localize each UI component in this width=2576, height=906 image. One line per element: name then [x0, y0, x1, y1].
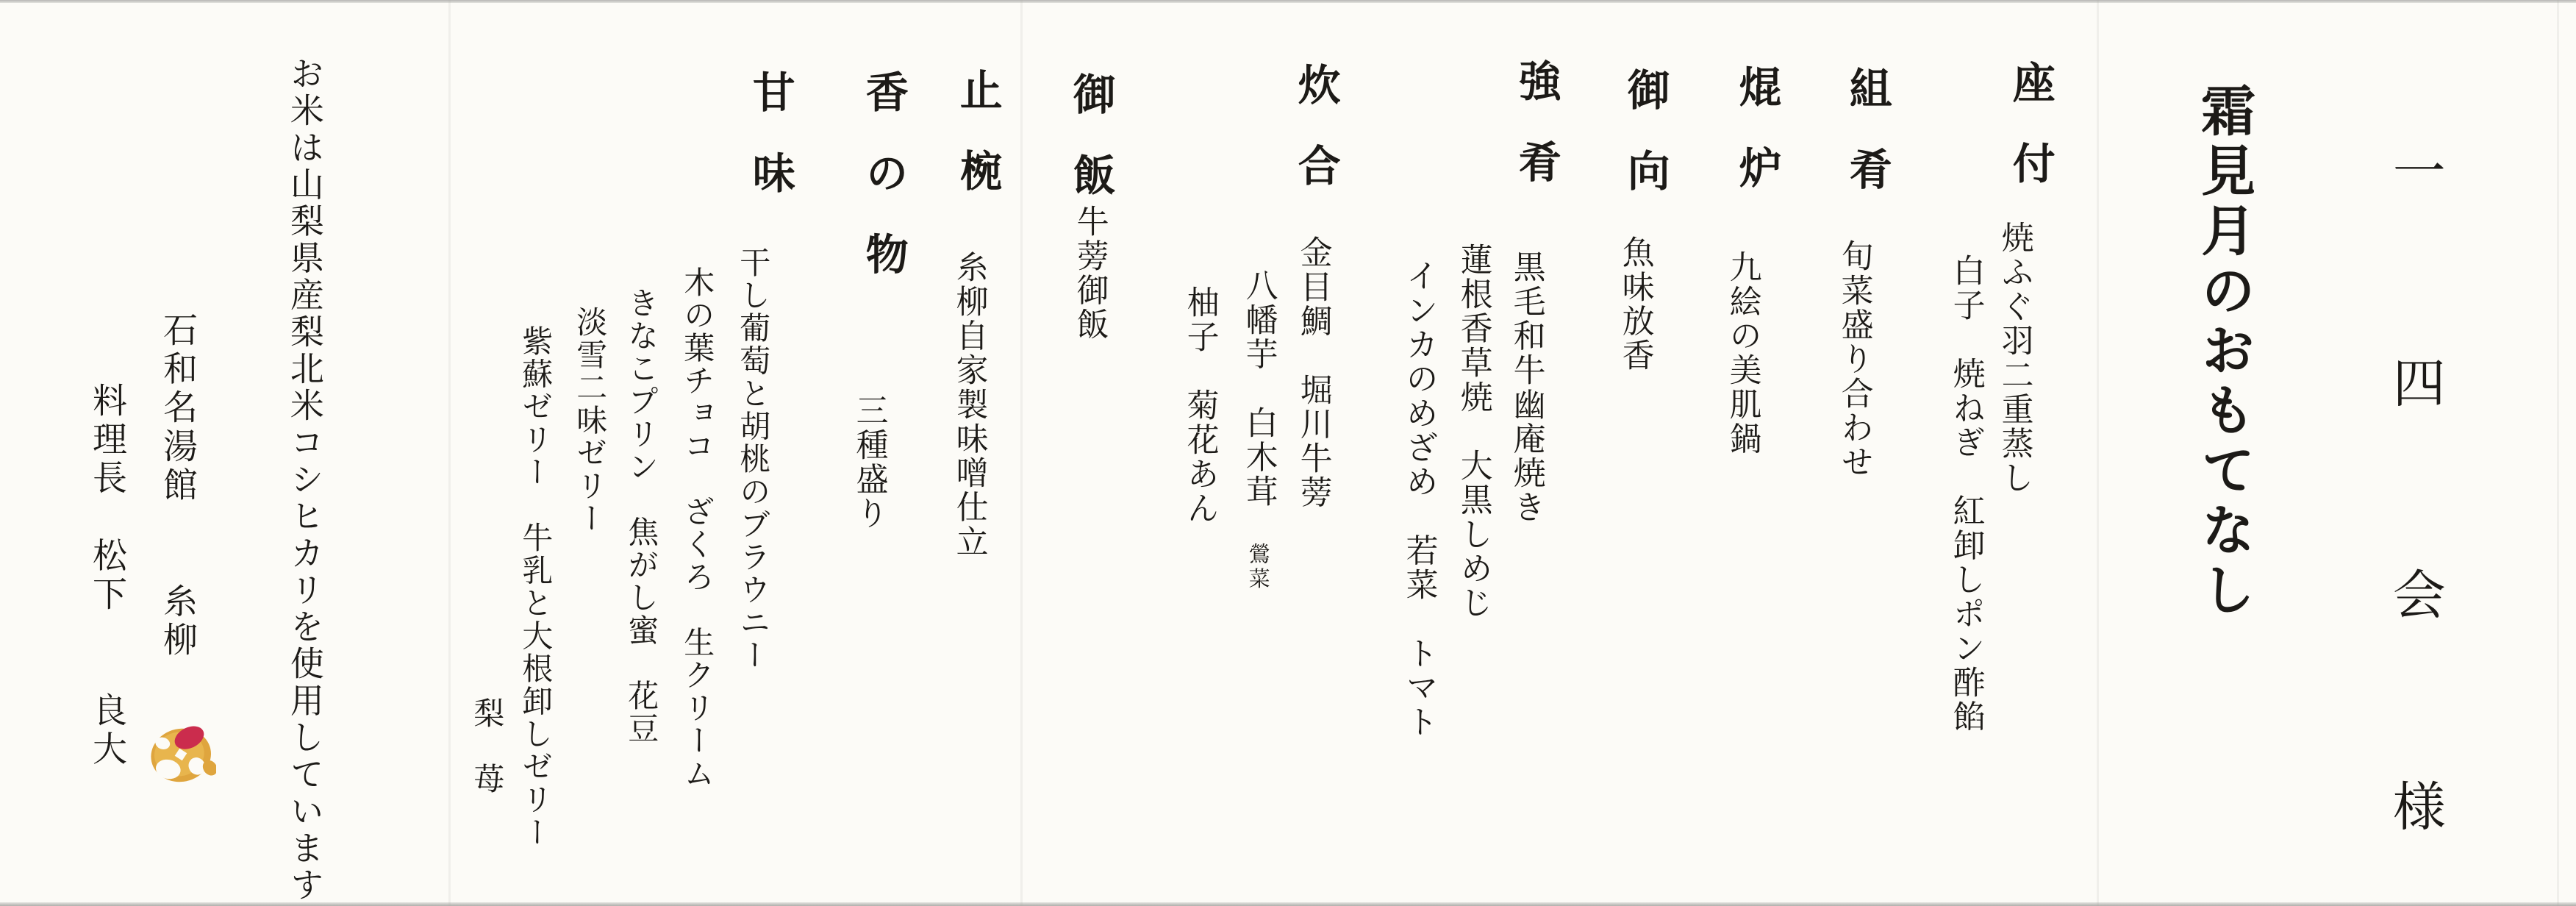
course-omukou-item: 魚味放香	[1616, 235, 1654, 373]
course-kanmi-item: きなこプリン 焦がし蜜 花豆	[623, 287, 660, 746]
course-shiizakana-item: 黒毛和牛幽庵焼き	[1507, 250, 1545, 525]
scan-edge-top	[0, 0, 2576, 3]
course-shiizakana-item: 蓮根香草焼 大黒しめじ	[1454, 243, 1492, 621]
course-takiawase-item: 金目鯛 堀川牛蒡	[1294, 235, 1332, 510]
course-shiizakana-header: 強肴	[1511, 59, 1561, 221]
course-takiawase-header: 炊合	[1290, 63, 1341, 225]
course-konro-header: 焜炉	[1731, 65, 1782, 227]
course-kanmi-item: 淡雪二味ゼリー	[572, 306, 609, 535]
chef-signature: 料理長 松下 良大	[87, 382, 128, 770]
guest-honorific: 様	[2383, 779, 2446, 835]
course-gohan-item: 牛蒡御飯	[1070, 204, 1109, 342]
guest-name-column	[2384, 143, 2445, 835]
course-zatsuke-item: 焼ふぐ羽二重蒸し	[1995, 221, 2033, 496]
course-takiawase-item: 八幡芋 白木茸 鶯菜	[1239, 268, 1278, 592]
scan-streak	[2097, 0, 2099, 906]
course-kumizakana-item: 旬菜盛り合わせ	[1835, 239, 1873, 479]
scan-edge-bottom	[0, 902, 2576, 906]
rice-origin-note: お米は山梨県産梨北米コシヒカリを使用しています	[285, 56, 325, 905]
course-kanmi-item: 木の葉チョコ ざくろ 生クリーム	[679, 266, 716, 791]
course-zatsuke-header: 座付	[2005, 60, 2056, 223]
course-kounomono-item: 三種盛り	[850, 393, 888, 531]
course-tomewan-header: 止椀	[952, 68, 1003, 230]
takiawase-small-note: 鶯菜	[1245, 543, 1271, 592]
course-kumizakana-header: 組肴	[1842, 66, 1892, 229]
itoyanagi-crest-icon	[146, 721, 216, 788]
course-kanmi-item: 紫蘇ゼリー 牛乳と大根卸しゼリー	[518, 325, 554, 849]
course-omukou-header: 御向	[1620, 68, 1670, 230]
course-zatsuke-item: 白子 焼ねぎ 紅卸しポン酢餡	[1947, 254, 1985, 734]
course-kanmi-header: 甘味	[745, 70, 795, 232]
course-gohan-header: 御飯	[1065, 72, 1116, 235]
course-kanmi-item: 梨 苺	[469, 697, 506, 796]
menu-title: 霜見月のおもてなし	[2192, 82, 2256, 621]
course-takiawase-item: 柚子 菊花あん	[1181, 285, 1219, 526]
scan-streak	[448, 0, 451, 906]
scan-streak	[1020, 0, 1023, 906]
course-shiizakana-item: インカのめざめ 若菜 トマト	[1400, 259, 1438, 739]
scan-streak	[2557, 0, 2559, 906]
course-tomewan-item: 糸柳自家製味噌仕立	[950, 250, 988, 559]
course-kanmi-item: 干し葡萄と胡桃のブラウニー	[735, 246, 772, 672]
guest-name: 一四会	[2383, 143, 2446, 779]
course-kounomono-header: 香の物	[858, 70, 909, 313]
establishment-name: 石和名湯館 糸柳	[157, 312, 198, 660]
course-konro-item: 九絵の美肌鍋	[1723, 250, 1761, 456]
